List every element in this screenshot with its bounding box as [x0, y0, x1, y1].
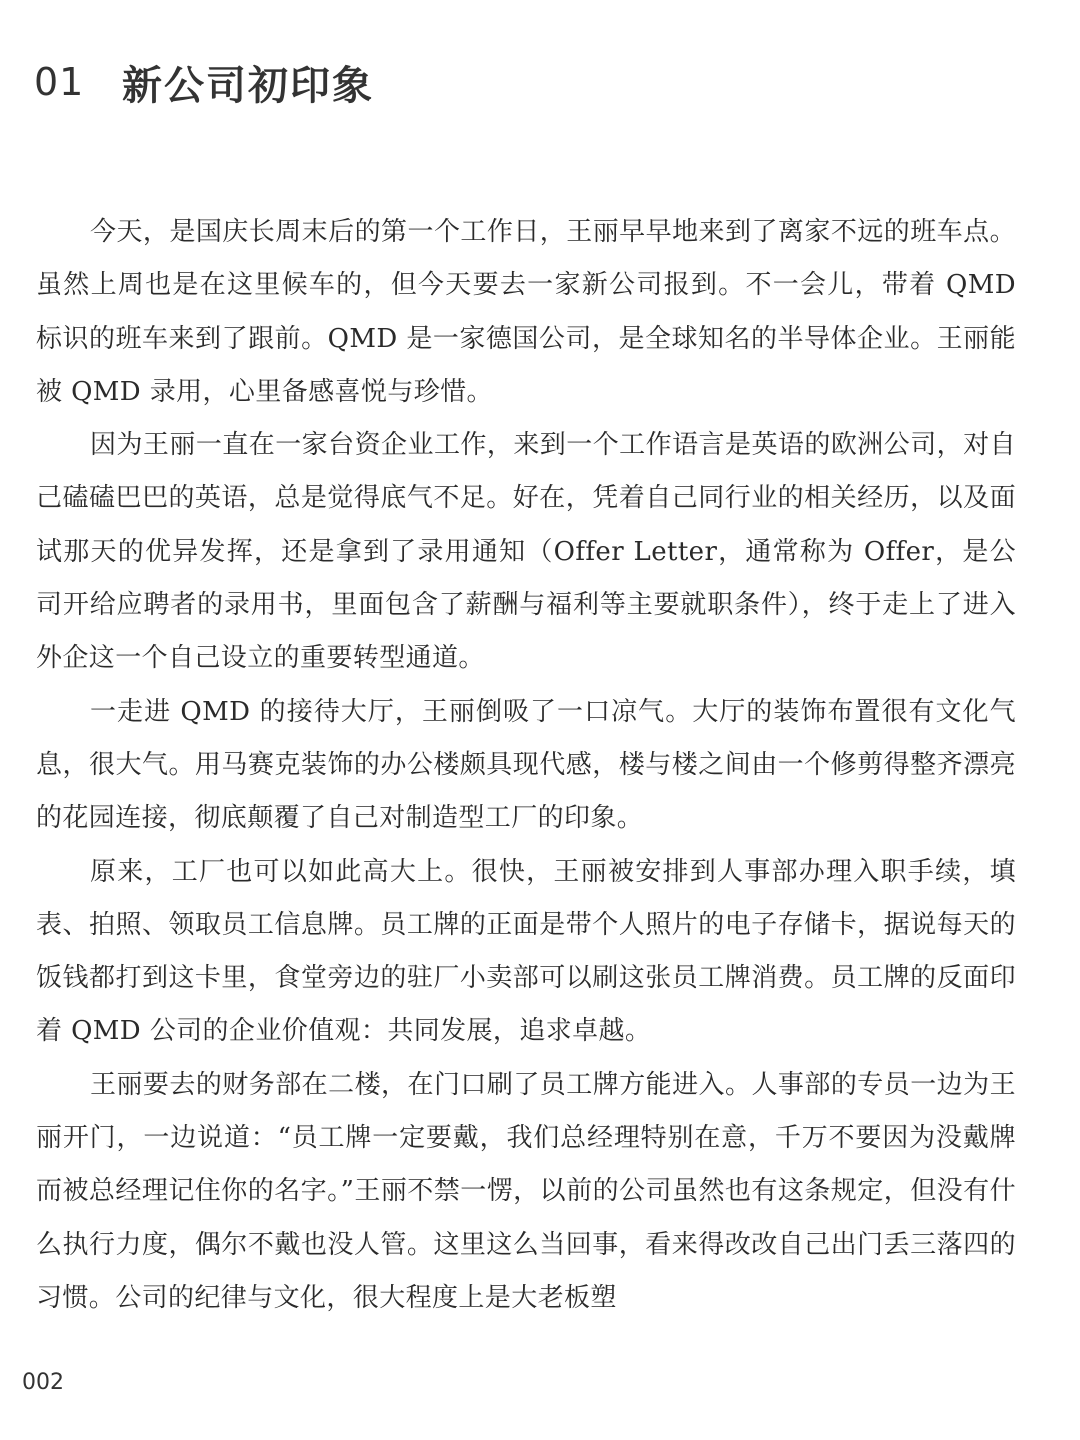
paragraph: 今天，是国庆长周末后的第一个工作日，王丽早早地来到了离家不远的班车点。虽然上周也是在这里候车的，但今天要去一家新公司报到。不一会儿，带着 QMD 标识的班车来到了跟前。QMD 是一家德国公司，是全球知名的半导体企业。王丽能被 QMD 录用，心里备感喜悦与珍惜。	[36, 217, 1016, 407]
chapter-number: 01	[34, 60, 85, 104]
paragraph: 王丽要去的财务部在二楼，在门口刷了员工牌方能进入。人事部的专员一边为王丽开门，一边说道：“员工牌一定要戴，我们总经理特别在意，千万不要因为没戴牌而被总经理记住你的名字。”王丽不禁一愣，以前的公司虽然也有这条规定，但没有什么执行力度，偶尔不戴也没人管。这里这么当回事，看来得改改自己出门丢三落四的习惯。公司的纪律与文化，很大程度上是大老板塑	[36, 1069, 1016, 1313]
paragraph: 原来，工厂也可以如此高大上。很快，王丽被安排到人事部办理入职手续，填表、拍照、领取员工信息牌。员工牌的正面是带个人照片的电子存储卡，据说每天的饭钱都打到这卡里，食堂旁边的驻厂小卖部可以刷这张员工牌消费。员工牌的反面印着 QMD 公司的企业价值观：共同发展，追求卓越。	[36, 856, 1016, 1047]
chapter-title: 新公司初印象	[122, 62, 374, 109]
page-number: 002	[22, 1370, 64, 1395]
paragraph: 一走进 QMD 的接待大厅，王丽倒吸了一口凉气。大厅的装饰布置很有文化气息，很大气。用马赛克装饰的办公楼颇具现代感，楼与楼之间由一个修剪得整齐漂亮的花园连接，彻底颠覆了自己对制造型工厂的印象。	[36, 696, 1016, 834]
body-text	[36, 206, 1016, 1325]
paragraph: 因为王丽一直在一家台资企业工作，来到一个工作语言是英语的欧洲公司，对自己磕磕巴巴的英语，总是觉得底气不足。好在，凭着自己同行业的相关经历，以及面试那天的优异发挥，还是拿到了录用通知（Offer Letter，通常称为 Offer，是公司开给应聘者的录用书，里面包含了薪酬与福利等主要就职条件），终于走上了进入外企这一个自己设立的重要转型通道。	[36, 430, 1016, 674]
chapter-header	[34, 52, 374, 112]
